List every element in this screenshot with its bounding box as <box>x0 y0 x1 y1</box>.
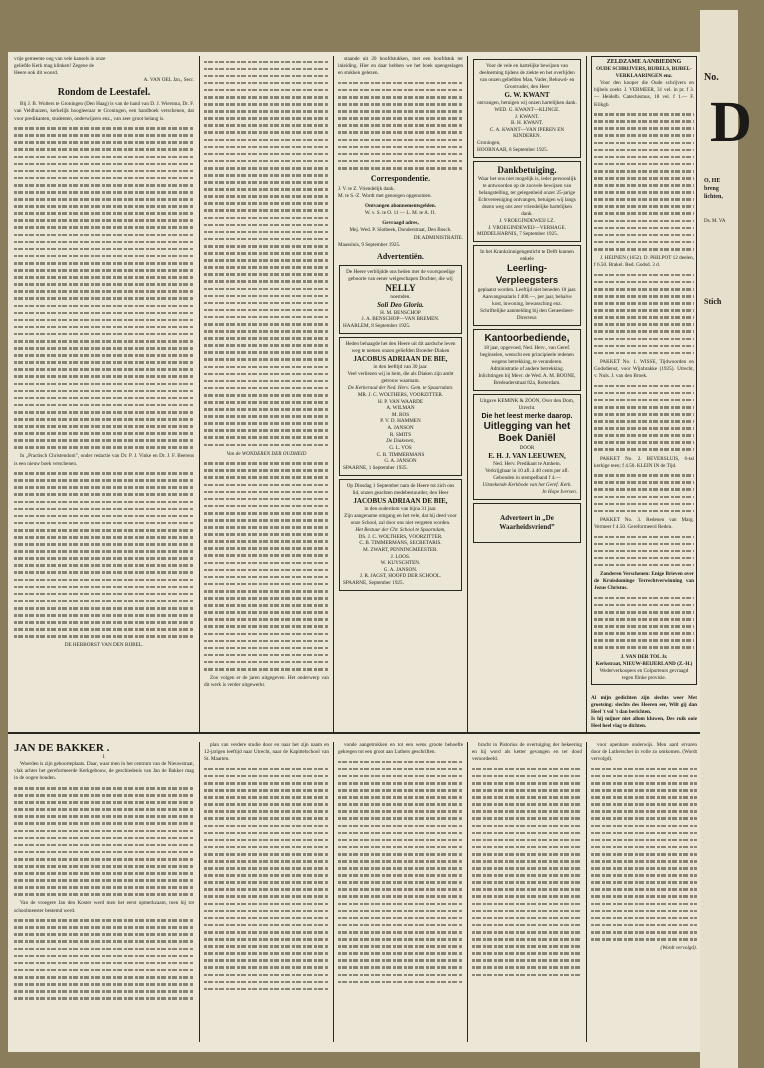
administratie: DE ADMINISTRATIE. <box>413 234 463 241</box>
kemink-author: E. H. J. VAN LEEUWEN, <box>488 452 566 461</box>
death-age: in den leeftijd van 30 jaar. <box>373 363 428 370</box>
abonnement-values: W. v. S. te O. 11 — L. M. te A. f1. <box>364 210 437 217</box>
column-rule <box>199 56 200 732</box>
col1-tail: DE HERBORST VAN DEN BIJBEL. <box>64 642 144 649</box>
zeldzame-list-b: PAKKET No. 1. WISSE, Tijdwoorden en Godsdienst, voor Wijnbrakke (1925). Utrecht, v. Nuls. J. van den Broek. <box>594 358 694 380</box>
body-text-lines <box>14 127 194 449</box>
death2-member: J. LOOS. <box>390 553 411 560</box>
column-rule <box>333 56 334 732</box>
body-text-lines <box>594 474 694 512</box>
birth-parent: J. A. BENSCHOP—VAN BREMEN. <box>361 316 440 323</box>
death2-member: J. R. JAGST, HOOFD DER SCHOOL. <box>359 573 442 580</box>
dankbetuiging-ad <box>473 161 581 242</box>
col1-intro: Bij J. B. Wolters te Groningen (Den Haag) is van de hand van D. J. Wiersma, Dr. F. van Veldhuizen, kerkelijk hoogleeraar te Groningen, een handboek verschenen, dat voor predikanten, studenten, onderwijzers enz., van zeer groot belang is. <box>14 101 194 122</box>
thanks-announcement <box>473 59 581 158</box>
article-paragraph: plan van verdere studie door en naar het zijn naam en 12-jarigen leeftijd naar Utrecht, naar de Kapittelschool van St. Maarten. <box>204 742 329 763</box>
zeldzame-list-a: J. HEIJNEN (1652). D. PHILPOT 12 deelen, f 6.50. Brakel. Red. Godsd. 3 d. <box>594 255 694 269</box>
col1-top-line: Heere ook dit woord. <box>14 70 59 77</box>
death2-member: G. A. JANSON. <box>383 566 418 573</box>
body-text-lines <box>338 761 463 984</box>
article-col-5 <box>591 742 697 1048</box>
death2-body: Zijn aangename omgang en het vele, dat hij deed voor onze School, zal door ons niet vergeten worden. <box>344 512 457 526</box>
dankbetuiging-body: Waar het ons niet mogelijk is, ieder persoonlijk te antwoorden op de zoovele bewijzen van belangstelling, ter gelegenheid onzer 25-jarige Echtvereeniging ontvangen, betuigen wij langs dezen weg ons zeer vriendelijke hartelijken dank. <box>477 175 577 217</box>
death-diakenen: De Diakenen, <box>386 438 415 445</box>
birth-parent: H. M. BENSCHOP <box>380 309 421 316</box>
thanks-family: J. KWANT. <box>514 113 540 120</box>
waarheidsvriend-ad <box>473 503 581 543</box>
next-page-edge <box>700 10 752 1068</box>
death-member: G. L. VOS <box>389 445 412 452</box>
waarheidsvriend-text: Adverteert in „De Waarheidsvriend” <box>499 514 555 532</box>
kemink-quote: Uitstekende Kerkbode van het Geref. Kerk. <box>482 482 572 489</box>
thanks-place: Groningen, <box>477 139 501 146</box>
col1-heading: Rondom de Leestafel. <box>57 87 151 99</box>
kemink-signature: In Hope Iversen. <box>542 489 577 496</box>
verpleegsters-body: geplaatst worden. Leeftijd niet beneden 18 jaar. Aanvangssalaris f 400.—, per jaar, behalve kost, inwoning, bewassching enz. <box>477 287 577 308</box>
death-intro: Heden behaagde het den Heere uit dit aardsche leven weg te nemen onzen geliefden Broeder-Diaken <box>345 340 456 354</box>
next-page-tagline: breng <box>704 186 719 192</box>
body-text-lines <box>591 768 697 941</box>
thanks-line: ontvangen, betuigen wij onzen hartelijken dank. <box>477 100 577 106</box>
advertenties-heading: Advertentiën. <box>377 251 424 261</box>
section-rule <box>8 732 700 734</box>
next-page-heading: Stich <box>704 297 722 306</box>
article-col-1 <box>14 742 194 1048</box>
column-rule <box>586 742 587 1042</box>
thanks-date: HOORNAAR, 8 September 1925. <box>477 146 549 153</box>
thanks-intro: Voor de vele en hartelijke bewijzen van deelneming tijdens de ziekte en het overlijden van onzen geliefden Man, Vader, Behuwd- en Grootvader, den Heer <box>479 63 575 90</box>
next-page-tagline: O, HE <box>704 178 721 184</box>
column-rule <box>467 742 468 1042</box>
kantoorbediende-title: Kantoorbediende, <box>484 333 570 345</box>
article-paragraph: Van de vroegere Jan den Koster werd men het eerst opmerkzaam, toen hij tot schoolmeester bestemd werd. <box>14 900 194 914</box>
next-page-masthead-letter: D <box>710 89 752 154</box>
birth-place: HAARLEM, 8 September 1925. <box>343 322 411 329</box>
article-paragraph: bracht in Pistorius de overtuiging der bekeering en hij word als ketter gevangen en ter dood veroordeeld. <box>472 742 582 763</box>
zeldzame-sub: OUDE SCHRIJVERS, BIJBELS, BIJBEL-VERKLAARINGEN enz. <box>596 66 692 80</box>
col1-signature: A. VAN OEL Jzn., Secr. <box>143 77 194 84</box>
column-4 <box>472 56 582 732</box>
column-2 <box>204 56 329 732</box>
col3-lead: staande uit 20 hoofdstukken, met een hoofdstuk ter inleiding. Hier en daar hebben we het boek opengeslagen en stukken gelezen. <box>338 56 463 77</box>
kemink-role: Ned. Herv. Predikant te Amhem. <box>493 461 561 468</box>
gevraagd-body: Mej. Wed. P. Slotbeek, Donderstraat, Den Bosch. <box>349 227 452 234</box>
death2-member: C. B. TIMMERMANS, SECRETARIS. <box>359 540 442 547</box>
column-rule <box>467 56 468 732</box>
shop-address: Kerkstraat, NIEUW-BEIJERLAND (Z.-H.) <box>595 660 693 667</box>
dankbetuiging-place: MIDDELHARNIS, 7 September 1925. <box>477 231 559 238</box>
column-3 <box>338 56 463 732</box>
article-col-2 <box>204 742 329 1048</box>
column-5 <box>591 56 697 732</box>
thanks-family: WED. G. KWANT—KLINGE. <box>494 107 560 113</box>
death-name: JACOBUS ADRIAAN DE BIE, <box>353 354 448 363</box>
body-text-lines <box>204 462 329 670</box>
body-text-lines <box>14 472 194 638</box>
birth-name: NELLY <box>385 282 416 293</box>
thanks-family: C. A. KWANT—VAN IPEREN EN KINDEREN. <box>489 126 565 140</box>
death2-board: Het Bestuur der Chr. School te Spaarndam, <box>355 526 446 533</box>
kantoorbediende-ad <box>473 329 581 391</box>
next-page-line: Ds. M. VA <box>704 219 726 224</box>
place-date: Maassluis, 9 September 1925. <box>338 241 401 248</box>
death-member: MR. J. C. WOLTHERS, VOORZITTER. <box>357 391 444 398</box>
kemink-body: Verkrijgbaar in 10 afl. à 40 cents per afl. Gebonden in stempelband f 4.— <box>485 468 569 482</box>
body-text-lines <box>594 536 694 567</box>
death-member: H. P. VAN WAARDE <box>377 398 424 405</box>
pakket-b: PAKKET No. 3. Redenen van Marg. Vermeer f 4.50. Gereformeerd Reden. <box>594 516 694 530</box>
next-page-tagline: lichten, <box>704 194 723 200</box>
death2-member: W. KUYSCHTEN. <box>380 560 421 567</box>
shop-line: Wederverkoopers en Colporteurs gevraagd tegen flinke provisie. <box>599 667 689 681</box>
death-announcement <box>339 337 462 476</box>
verpleegsters-ad <box>473 245 581 326</box>
next-page-number: No. <box>704 72 719 83</box>
death-member: C. B. TIMMERMANS <box>376 451 425 458</box>
article-heading: JAN DE BAKKER . <box>14 742 110 754</box>
body-text-lines <box>594 385 694 451</box>
dankbetuiging-name: J. VROEGINDEWEIJ—VERHAGE. <box>488 224 566 231</box>
thanks-family: B. H. KWANT. <box>510 120 544 127</box>
death2-place: SPAARNE, September 1925. <box>343 580 404 587</box>
poem-quote-2: Is hij mijner niet allom kluwen, Des ruik ooie Heel heel vlag te dichten. <box>591 716 697 730</box>
gevraagd-heading: Gevraagd adres, <box>382 220 419 227</box>
zeldzame-body: Voor den kooper die Oude schrijvers en bijbels zoekt. J. VERMEER, 31 vel. in pr. f 3.— Heidelb. Catechismus, 18 vel. f 1.— F. Klikgb. <box>594 80 694 108</box>
correspondence-line: M. te S.-Z. Wordt met genoegen opgenomen. <box>338 193 432 200</box>
death-member: A. WILMAN <box>386 405 415 412</box>
poem-quote: Al mijn gedichten zijn slechts weer Met groetsing: slechts des Heeren eer, Wilt gij dan Heel 't vol 't dan berichten. <box>591 694 697 716</box>
shop-name: J. VAN DER TOL Jr. <box>620 653 668 660</box>
death-announcement-school <box>339 479 462 591</box>
column-rule <box>333 742 334 1042</box>
body-text-lines <box>594 113 694 250</box>
newspaper-page <box>8 52 700 1052</box>
thanks-name: G. W. KWANT <box>504 91 550 99</box>
body-text-lines <box>472 768 582 976</box>
death-member: M. ROS <box>391 411 410 418</box>
zeldzame-heading: ZELDZAME AANBIEDING <box>606 59 682 65</box>
death-member: G. A. JANSON <box>384 458 417 465</box>
article-col-3 <box>338 742 463 1048</box>
death2-age: in den ouderdom van bijna 31 jaar. <box>364 505 437 512</box>
death-board: De Kerkeraad der Ned. Herv. Gem. te Spaarndam. <box>347 384 454 391</box>
column-rule <box>199 742 200 1042</box>
death-member: P. V. D. HAMMEN <box>380 418 421 425</box>
col1-top-line: geliefde Kerk mag klinken! Zegene de <box>14 63 94 70</box>
col1-sub: In „Practisch Christendom”, onder redactie van Dr. P. J. Vinke en Dr. J. F. Beerens is een nieuw boek verschenen. <box>14 453 194 467</box>
article-roman-numeral: I. <box>102 754 106 761</box>
abonnement-heading: Ontvangen abonnementsgelden. <box>365 203 436 210</box>
body-text-lines <box>204 768 329 991</box>
death2-name: JACOBUS ADRIAAN DE BIE, <box>353 496 448 505</box>
death-body: Veel verliezen wij in hem, die als Diaken zijn ambt getrouw waarnam. <box>347 370 454 384</box>
body-text-lines <box>204 61 329 447</box>
death2-member: M. ZWART, PENNINGMEESTER. <box>363 547 438 554</box>
death-place: SPAARNE, 1 September 1925. <box>343 464 408 471</box>
article-col-4 <box>472 742 582 1048</box>
article-paragraph: voor openbare onderwijs. Men aard ervaren door de Lutherscher in volle zo omkomen. (Wordt vervolgd). <box>591 742 697 763</box>
pakket-c: Zonderen Verschenen: Enige Brieven over de Kruisdominge Terrechtverwinning van Jezus Christus. <box>594 570 694 592</box>
verpleegsters-top: In het Krankzinnigengesticht te Delft kunnen enkele <box>480 249 574 263</box>
kantoorbediende-body: 18 jaar, opgevoed, Ned. Herv., van Geref. beginselen, wenscht een principieele redenen wegens betrekking, te veranderen. Administratie of andere betrekking. Inlichtingen bij Mevr. de Wed. A. M. BOONE, Bredeaderstraat 82a, Rotterdam. <box>478 345 576 387</box>
article-vervolg: (Wordt vervolgd). <box>660 945 697 952</box>
death-member: R. SMITS <box>389 431 412 438</box>
birth-motto: Soli Deo Gloria. <box>377 300 424 309</box>
verpleegsters-title: Leerling-Verpleegsters <box>495 263 559 287</box>
col2-subhead: Van de WONDEREN DER OUDHEID <box>226 450 307 457</box>
kemink-ad <box>473 394 581 500</box>
death2-member: DS. J. C. WOLTHERS, VOORZITTER. <box>358 533 443 540</box>
kemink-top: Uitgave KEMINK & ZOON, Over den Dom, Utrecht. <box>479 398 575 412</box>
article-paragraph: Woerden is zijn geboorteplaats. Daar, waar men in het centrum van de Nieuwstraat, vlak achter het gereformeerde Kerkgebouw, de geschiedenis van Jan de Bakker mag in de oogen houden. <box>14 761 194 782</box>
kemink-title: Uitlegging van het Boek Daniël <box>483 421 571 445</box>
column-rule <box>586 56 587 732</box>
birth-announcement <box>339 265 462 334</box>
correspondence-line: J. V. te Z. Vriendelijk dank. <box>338 186 395 192</box>
kemink-door: DOOR <box>519 445 535 452</box>
verpleegsters-foot: Schriftelijke aanmelding bij den Geneesheer-Directeur. <box>480 308 574 322</box>
col2-tail: Zoo volgen er de jaren uitgegeven. Het onderwerp van dit werk is verder uitgewerkt. <box>204 675 329 689</box>
zeldzame-aanbieding-ad <box>591 56 697 685</box>
dankbetuiging-heading: Dankbetuiging. <box>497 164 557 175</box>
dankbetuiging-name: J. VROEGINDEWEIJ LZ. <box>499 217 555 224</box>
body-text-lines <box>594 597 694 649</box>
pakket-a: PAKKET No. 2. BEVERSLUIS, 6-tal kerkige teen; f 4.50. KLEIN IN de Tijd. <box>594 455 694 469</box>
birth-noemen: noemden. <box>390 293 411 300</box>
body-text-lines <box>14 787 194 896</box>
body-text-lines <box>14 919 194 1000</box>
correspondence-heading: Correspondentie. <box>370 174 431 183</box>
birth-text: De Heere verblijdde ons heden met de voorspoedige geboorte van eener welgeschapen Dochter, die wij <box>346 268 455 282</box>
article-paragraph: vonde aangetrokken en tot een wens groote behoefte gekregen tot een groot aan Luthers geschriften. <box>338 742 463 756</box>
body-text-lines <box>594 274 694 355</box>
kemink-tagline: Die het leest merke daarop. <box>481 413 573 421</box>
death2-intro: Op Dinsdag 1 September nam de Heere tot zich ons lid, onzen geachten medebestuurder, den Heer <box>346 482 455 496</box>
column-1 <box>14 56 194 732</box>
col1-top-line: vrije gemeente oog van vele kansels in onze <box>14 56 106 62</box>
body-text-lines <box>338 82 463 170</box>
death-member: A. JANSON <box>387 424 414 431</box>
